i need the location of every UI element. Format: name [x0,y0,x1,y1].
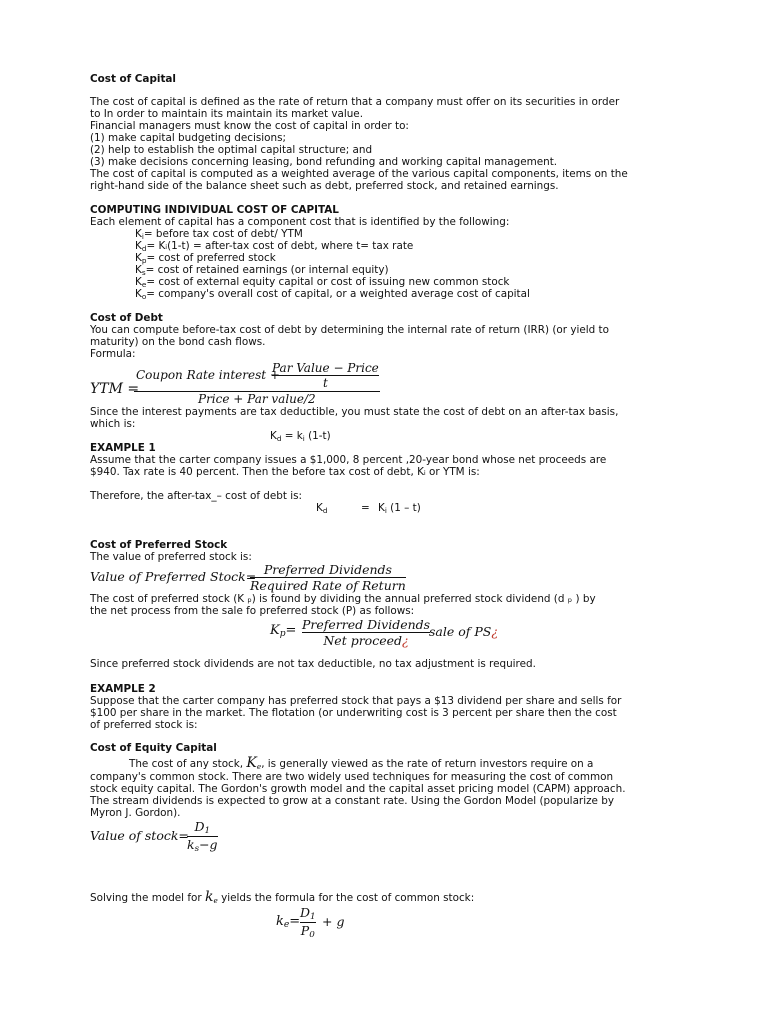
vos-numerator: $D_1$ [194,819,211,836]
component-item: $K_i=$ before tax cost of debt/ YTM [135,228,303,241]
solving-line: Solving the model for $k_e$ yields the formula for the cost of common stock: [90,889,475,905]
example2-line: of preferred stock is: [90,719,198,731]
ytm-lhs: YTM = [90,381,140,397]
ytm-denominator: Price + Par value/2 [198,392,316,406]
kd-formula: $K_d = k_i$ (1-t) [270,430,331,443]
preferred-note: Since preferred stock dividends are not tax deductible, no tax adjustment is required. [90,658,536,670]
ytm-inner-num: Par Value − Price [272,361,379,375]
intro-line: Financial managers must know the cost of capital in order to: [90,120,409,132]
debt-after-line: Since the interest payments are tax deductible, you must state the cost of debt on an after-tax basis, [90,406,619,418]
intro-line: to In order to maintain its maintain its market value. [90,108,364,120]
ytm-fraction [134,361,380,407]
example2-line: Suppose that the carter company has preferred stock that pays a $13 dividend per share and sells for [90,695,622,707]
ke-denominator: $P_0$ [300,923,315,940]
vps-fraction [250,562,406,593]
kp-lhs: $K_p=$ [270,623,297,639]
ytm-inner-den: t [322,376,328,390]
kp-denominator: Net proceed¿ [323,633,409,648]
section-heading-preferred: Cost of Preferred Stock [90,539,228,551]
intro-line: The cost of capital is computed as a weighted average of the various capital components, items on the [90,168,628,180]
intro-line: right-hand side of the balance sheet such as debt, preferred stock, and retained earnings. [90,180,559,192]
ke-tail: + g [322,914,345,929]
intro-line: (1) make capital budgeting decisions; [90,132,287,144]
component-item: $K_p= \cos t$ of preferred stock [135,252,276,265]
vps-lhs: Value of Preferred Stock= [90,569,257,584]
section-heading-debt: Cost of Debt [90,312,163,324]
section-heading-computing: COMPUTING INDIVIDUAL COST OF CAPITAL [90,204,339,216]
example1-line: Assume that the carter company issues a $1,000, 8 percent ,20-year bond whose net proceeds are [90,454,607,466]
debt-line: You can compute before-tax cost of debt by determining the internal rate of return (IRR) (or yield to [90,324,609,336]
ke-lhs: $k_e=$ [276,914,301,930]
debt-after-line: which is: [90,418,136,430]
preferred-line: The cost of preferred stock (K ₚ) is found by dividing the annual preferred stock dividend (d ₚ ) by [90,593,596,605]
component-item: $K_e= \cos t$ of external equity capital or cost of issuing new common stock [135,276,510,289]
equity-line: company's common stock. There are two widely used techniques for measuring the cost of common [90,771,614,783]
debt-line: Formula: [90,348,136,360]
kp-tail: sale of PS¿ [429,624,499,639]
example1-line: $940. Tax rate is 40 percent. Then the before tax cost of debt, Kᵢ or YTM is: [90,466,480,478]
component-item: $K_s= \cos t$ of retained earnings (or internal equity) [135,264,389,277]
equity-line: The stream dividends is expected to grow at a constant rate. Using the Gordon Model (popularize by [90,795,614,807]
example1-rhs: $K_i$ (1 – t) [378,502,421,515]
kp-numerator: Preferred Dividends [302,617,431,632]
vos-fraction [187,819,218,854]
equity-line: Myron J. Gordon). [90,807,181,819]
ke-fraction [300,905,316,940]
vos-denominator: $k_s-g$ [187,837,218,854]
example2-line: $100 per share in the market. The flotation (or underwriting cost is 3 percent per share then the cost [90,707,617,719]
computing-lead: Each element of capital has a component cost that is identified by the following: [90,216,510,228]
vps-denominator: Required Rate of Return [250,578,406,593]
preferred-line: the net process from the sale fo preferred stock (P) as follows: [90,605,415,617]
section-heading-equity: Cost of Equity Capital [90,742,217,754]
equity-line: stock equity capital. The Gordon's growth model and the capital asset pricing model (CAPM) approach. [90,783,626,795]
example1-heading: EXAMPLE 1 [90,442,156,454]
vos-lhs: Value of stock= [90,828,189,843]
ytm-numerator-a: Coupon Rate interest + [136,368,280,382]
ytm-inner-fraction [272,361,379,390]
example1-eq: = [361,502,370,514]
equity-line1: The cost of any stock, $K_e$, is generally viewed as the rate of return investors require on a [129,755,594,771]
component-item: $K_d=$ Kᵢ(1-t) = after-tax cost of debt, where t= tax rate [135,240,414,253]
intro-line: The cost of capital is defined as the rate of return that a company must offer on its securities in order [90,96,620,108]
example1-therefore: Therefore, the after-tax_– cost of debt is: [90,490,303,502]
ke-numerator: $D_1$ [300,905,316,922]
debt-line: maturity) on the bond cash flows. [90,336,266,348]
kp-fraction [302,617,430,648]
component-item: $K_o=$ company's overall cost of capital, or a weighted average cost of capital [135,288,530,301]
vps-numerator: Preferred Dividends [263,562,392,577]
intro-line: (3) make decisions concerning leasing, bond refunding and working capital management. [90,156,558,168]
preferred-lead: The value of preferred stock is: [90,551,252,563]
intro-line: (2) help to establish the optimal capital structure; and [90,144,373,156]
example2-heading: EXAMPLE 2 [90,683,156,695]
example1-kd: $K_d$ [316,502,328,515]
document-title: Cost of Capital [90,73,176,85]
